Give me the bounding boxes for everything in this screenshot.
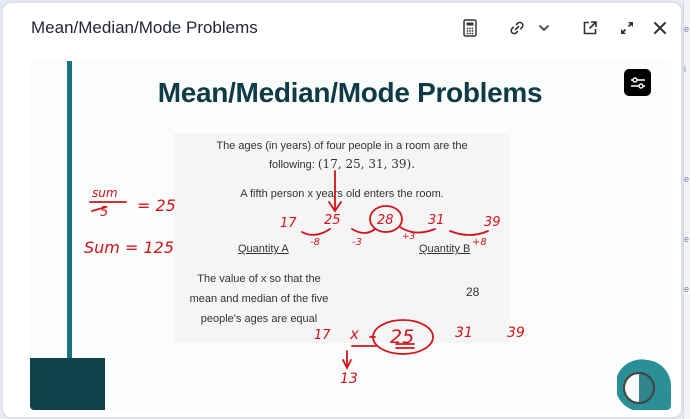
hw-strike [92, 207, 106, 211]
open-external-button[interactable] [579, 17, 601, 39]
hw-row2-value: 17 [314, 328, 331, 343]
problem-line-3: A fifth person x years old enters the room. [240, 188, 444, 200]
calculator-icon [463, 19, 477, 37]
expand-icon [619, 20, 635, 36]
hw-x-value: 13 [340, 371, 358, 387]
quantity-a-text-1: The value of x so that the [197, 273, 321, 285]
hw-diff: -8 [310, 237, 320, 248]
hw-diff: +8 [472, 237, 487, 248]
problem-line-2 [174, 157, 510, 171]
close-icon [653, 21, 667, 35]
hw-equals-25: = 25 [137, 196, 176, 215]
link-options-dropdown[interactable] [533, 17, 555, 39]
hw-row2-value: 25 [390, 326, 415, 348]
strip-glyph: e [684, 174, 690, 184]
problem-card [174, 133, 510, 343]
hw-arrow-x [343, 351, 351, 368]
quantity-b-label: Quantity B [419, 243, 471, 255]
hw-sum-denominator: 5 [100, 205, 109, 220]
hw-sum-125: Sum = 125 [84, 238, 174, 257]
problem-line-2-prefix: following: [268, 159, 318, 171]
quantity-a-label: Quantity A [238, 243, 289, 255]
background-page-strip [683, 0, 690, 419]
hw-25-underline [396, 344, 414, 348]
hw-row1-value: 39 [484, 215, 501, 230]
strip-glyph: e [684, 234, 690, 244]
hw-diff: -3 [352, 237, 362, 248]
quantity-a-text-2: mean and median of the five [189, 293, 329, 305]
hw-diff: +3 [402, 232, 416, 242]
quantity-a-text-3: people's ages are equal [200, 313, 318, 325]
strip-glyph: i [684, 64, 686, 74]
chevron-down-icon [538, 24, 550, 32]
open-external-icon [582, 20, 598, 36]
problem-line-1: The ages (in years) of four people in a room are the [216, 140, 468, 152]
hw-row1-value: 28 [377, 213, 394, 228]
hw-sum-word: sum [92, 186, 118, 200]
hw-row2-value: 31 [455, 325, 473, 341]
video-settings-button[interactable] [624, 69, 651, 96]
strip-glyph: e [684, 284, 690, 294]
video-modal [3, 3, 681, 417]
modal-title: Mean/Median/Mode Problems [31, 18, 258, 37]
hw-row1-value: 25 [324, 213, 341, 228]
expand-button[interactable] [616, 17, 638, 39]
settings-sliders-icon [630, 76, 646, 90]
slide-title: Mean/Median/Mode Problems [157, 77, 543, 108]
link-icon [508, 19, 526, 37]
hw-row1-value: 17 [280, 216, 297, 231]
hw-row2-value: 39 [507, 325, 525, 341]
modal-header [3, 3, 681, 53]
slide-accent-block [30, 358, 105, 410]
slide-accent-bar [67, 61, 72, 401]
strip-glyph: e [684, 24, 690, 34]
link-button[interactable] [506, 17, 528, 39]
calculator-button[interactable] [459, 17, 481, 39]
hw-row1-value: 31 [428, 213, 445, 228]
close-button[interactable] [649, 17, 671, 39]
hw-row2-value: x [350, 325, 359, 343]
problem-ages: (17, 25, 31, 39). [317, 157, 416, 171]
quantity-b-value: 28 [466, 285, 480, 299]
brand-logo-icon [617, 358, 671, 410]
video-frame[interactable] [30, 61, 671, 410]
